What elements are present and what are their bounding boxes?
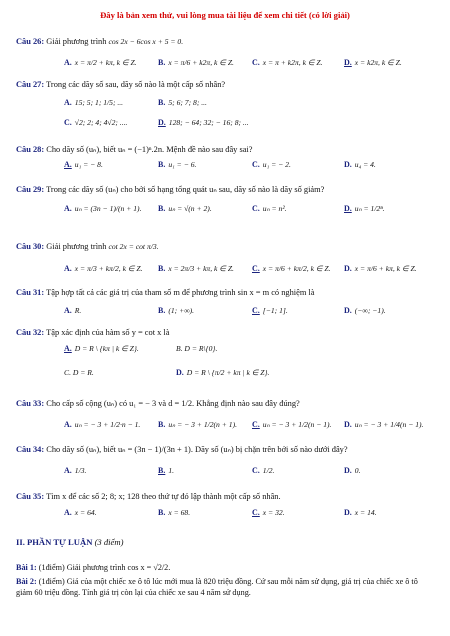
q32-option-d[interactable]: D. D = R \ {π/2 + kπ | k ∈ Z}. xyxy=(176,368,270,377)
q34-option-b[interactable]: B. 1. xyxy=(158,466,175,475)
q29-option-a[interactable]: A. uₙ = (3n − 1)/(n + 1). xyxy=(64,204,142,213)
section-title: II. PHẦN TỰ LUẬN (3 điểm) xyxy=(16,537,124,547)
question-29: Câu 29: Trong các dãy số (uₙ) cho bởi số hạng tổng quát uₙ sau, dãy số nào là dãy số giảm? xyxy=(16,185,325,194)
q27-option-d[interactable]: D. 128; − 64; 32; − 16; 8; ... xyxy=(158,118,249,127)
q33-option-a[interactable]: A. uₙ = − 3 + 1/2·n − 1. xyxy=(64,420,141,429)
q28-option-c[interactable]: C. u₁ = − 2. xyxy=(252,160,291,169)
q33-option-d[interactable]: D. uₙ = − 3 + 1/4(n − 1). xyxy=(344,420,424,429)
q29-option-c[interactable]: C. uₙ = n². xyxy=(252,204,287,213)
q31-option-c[interactable]: C. [−1; 1]. xyxy=(252,306,288,315)
question-31: Câu 31: Tập hợp tất cả các giá trị của tham số m để phương trình sin x = m có nghiệm là xyxy=(16,288,315,297)
q32-option-c[interactable]: C. D = R. xyxy=(64,368,94,377)
q31-option-b[interactable]: B. (1; +∞). xyxy=(158,306,195,315)
q29-option-b[interactable]: B. uₙ = √(n + 2). xyxy=(158,204,212,213)
q35-option-c[interactable]: C. x = 32. xyxy=(252,508,285,517)
question-33: Câu 33: Cho cấp số cộng (uₙ) có u₁ = − 3 và d = 1/2. Khẳng định nào sau đây đúng? xyxy=(16,399,300,408)
q28-option-a[interactable]: A. u₁ = − 8. xyxy=(64,160,103,169)
q26-option-b[interactable]: B. x = π/6 + k2π, k ∈ Z. xyxy=(158,58,234,67)
q30-option-d[interactable]: D. x = π/6 + kπ, k ∈ Z. xyxy=(344,264,417,273)
preview-banner: Đây là bản xem thử, vui lòng mua tài liệu để xem chi tiết (có lời giải) xyxy=(100,10,350,20)
q32-option-a[interactable]: A. D = R \ {kπ | k ∈ Z}. xyxy=(64,344,139,353)
question-28: Câu 28: Cho dãy số (uₙ), biết uₙ = (−1)ⁿ.2n. Mệnh đề nào sau đây sai? xyxy=(16,145,253,154)
question-30: Câu 30: Giải phương trình cot 2x = cot π/3. xyxy=(16,242,159,251)
q27-option-b[interactable]: B. 5; 6; 7; 8; ... xyxy=(158,98,207,107)
q35-option-b[interactable]: B. x = 68. xyxy=(158,508,191,517)
q26-option-c[interactable]: C. x = π + k2π, k ∈ Z. xyxy=(252,58,323,67)
bai-1: Bài 1: (1điểm) Giải phương trình cos x = √2/2. xyxy=(16,563,171,572)
q27-option-c[interactable]: C. √2; 2; 4; 4√2; .... xyxy=(64,118,128,127)
q29-option-d[interactable]: D. uₙ = 1/2ⁿ. xyxy=(344,204,385,213)
q30-option-c[interactable]: C. x = π/6 + kπ/2, k ∈ Z. xyxy=(252,264,331,273)
q28-option-d[interactable]: D. u₄ = 4. xyxy=(344,160,376,169)
question-35: Câu 35: Tìm x để các số 2; 8; x; 128 theo thứ tự đó lập thành một cấp số nhân. xyxy=(16,492,281,501)
q35-option-d[interactable]: D. x = 14. xyxy=(344,508,377,517)
q31-option-a[interactable]: A. R. xyxy=(64,306,82,315)
q30-option-b[interactable]: B. x = 2π/3 + kπ, k ∈ Z. xyxy=(158,264,234,273)
question-27: Câu 27: Trong các dãy số sau, dãy số nào là một cấp số nhân? xyxy=(16,80,226,89)
question-34: Câu 34: Cho dãy số (uₙ), biết uₙ = (3n − 1)/(3n + 1). Dãy số (uₙ) bị chặn trên bởi số nào dưới đây? xyxy=(16,445,348,454)
q34-option-d[interactable]: D. 0. xyxy=(344,466,361,475)
bai-2: Bài 2: (1điểm) Giá của một chiếc xe ô tô lúc mới mua là 820 triệu đồng. Cứ sau mỗi năm sử dụng, giá trị của chiếc xe ô tô giảm 60 triệu đồng. Tính giá trị còn lại của chiếc xe sau 4 năm sử dụng. xyxy=(16,577,418,597)
q34-option-c[interactable]: C. 1/2. xyxy=(252,466,275,475)
q26-option-d[interactable]: D. x = k2π, k ∈ Z. xyxy=(344,58,402,67)
q32-option-b[interactable]: B. D = R\{0}. xyxy=(176,344,218,353)
q34-option-a[interactable]: A. 1/3. xyxy=(64,466,87,475)
question-32: Câu 32: Tập xác định của hàm số y = cot x là xyxy=(16,328,170,337)
q30-option-a[interactable]: A. x = π/3 + kπ/2, k ∈ Z. xyxy=(64,264,143,273)
q26-option-a[interactable]: A. x = π/2 + kπ, k ∈ Z. xyxy=(64,58,137,67)
q33-option-b[interactable]: B. uₙ = − 3 + 1/2(n + 1). xyxy=(158,420,238,429)
q31-option-d[interactable]: D. (−∞; −1). xyxy=(344,306,386,315)
q33-option-c[interactable]: C. uₙ = − 3 + 1/2(n − 1). xyxy=(252,420,332,429)
q35-option-a[interactable]: A. x = 64. xyxy=(64,508,97,517)
question-26: Câu 26: Giải phương trình cos 2x − 6cos x + 5 = 0. xyxy=(16,37,184,46)
q28-option-b[interactable]: B. u₁ = − 6. xyxy=(158,160,197,169)
q27-option-a[interactable]: A. 15; 5; 1; 1/5; ... xyxy=(64,98,124,107)
